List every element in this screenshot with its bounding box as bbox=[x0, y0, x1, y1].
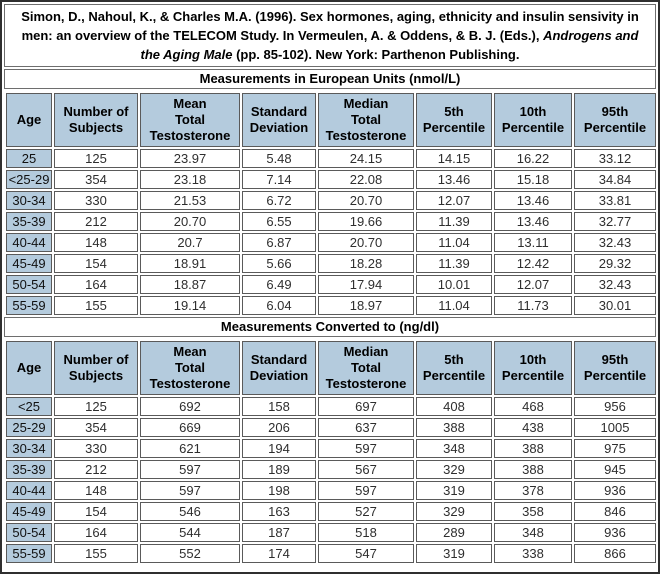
column-header-5th-percentile: 5th Percentile bbox=[416, 341, 492, 395]
table-row bbox=[6, 460, 656, 479]
table-cell: 6.04 bbox=[242, 296, 316, 315]
table-cell: 10.01 bbox=[416, 275, 492, 294]
row-header-age: 35-39 bbox=[6, 212, 52, 231]
table-cell: 956 bbox=[574, 397, 656, 416]
table-cell: 597 bbox=[140, 481, 240, 500]
table-cell: 518 bbox=[318, 523, 414, 542]
table-cell: 11.04 bbox=[416, 233, 492, 252]
section-title-european-units: Measurements in European Units (nmol/L) bbox=[4, 69, 656, 89]
table-cell: 438 bbox=[494, 418, 572, 437]
column-header-median-total-testosterone: Median Total Testosterone bbox=[318, 341, 414, 395]
table-row bbox=[6, 149, 656, 168]
table-cell: 13.11 bbox=[494, 233, 572, 252]
table-row bbox=[6, 254, 656, 273]
table-cell: 12.07 bbox=[416, 191, 492, 210]
table-cell: 12.42 bbox=[494, 254, 572, 273]
table-cell: 17.94 bbox=[318, 275, 414, 294]
table-cell: 6.87 bbox=[242, 233, 316, 252]
table-cell: 329 bbox=[416, 502, 492, 521]
row-header-age: 35-39 bbox=[6, 460, 52, 479]
table-cell: 33.12 bbox=[574, 149, 656, 168]
table-cell: 20.7 bbox=[140, 233, 240, 252]
table-cell: 33.81 bbox=[574, 191, 656, 210]
table-cell: 544 bbox=[140, 523, 240, 542]
table-row bbox=[6, 544, 656, 563]
table-cell: 34.84 bbox=[574, 170, 656, 189]
table-cell: 11.73 bbox=[494, 296, 572, 315]
table-cell: 319 bbox=[416, 544, 492, 563]
citation-text-before: Simon, D., Nahoul, K., & Charles M.A. (1996). Sex hormones, aging, ethnicity and insulin sensivity in men: an overview of the TELECOM Study. In Vermeulen, A. & Oddens, & B. J. (Eds.), bbox=[21, 9, 639, 43]
row-header-age: 50-54 bbox=[6, 275, 52, 294]
table-cell: 158 bbox=[242, 397, 316, 416]
table-cell: 527 bbox=[318, 502, 414, 521]
table-cell: 155 bbox=[54, 544, 138, 563]
citation-book-title: Androgens and the Aging Male bbox=[140, 28, 639, 62]
table-cell: 24.15 bbox=[318, 149, 414, 168]
row-header-age: 25 bbox=[6, 149, 52, 168]
section-title-converted-ngdl: Measurements Converted to (ng/dl) bbox=[4, 317, 656, 337]
row-header-age: 30-34 bbox=[6, 439, 52, 458]
table-row bbox=[6, 481, 656, 500]
table-cell: 936 bbox=[574, 481, 656, 500]
table-cell: 13.46 bbox=[494, 191, 572, 210]
table-cell: 936 bbox=[574, 523, 656, 542]
table-cell: 21.53 bbox=[140, 191, 240, 210]
row-header-age: 45-49 bbox=[6, 254, 52, 273]
table-cell: 18.97 bbox=[318, 296, 414, 315]
table-cell: 11.39 bbox=[416, 212, 492, 231]
row-header-age: 45-49 bbox=[6, 502, 52, 521]
table-cell: 18.28 bbox=[318, 254, 414, 273]
column-header-row bbox=[6, 341, 656, 395]
table-cell: 23.97 bbox=[140, 149, 240, 168]
column-header-mean-total-testosterone: Mean Total Testosterone bbox=[140, 93, 240, 147]
column-header-standard-deviation: Standard Deviation bbox=[242, 93, 316, 147]
row-header-age: 55-59 bbox=[6, 544, 52, 563]
table-cell: 388 bbox=[416, 418, 492, 437]
table-cell: 12.07 bbox=[494, 275, 572, 294]
table-cell: 174 bbox=[242, 544, 316, 563]
table-cell: 155 bbox=[54, 296, 138, 315]
table-row bbox=[6, 523, 656, 542]
table-cell: 597 bbox=[318, 481, 414, 500]
table-cell: 866 bbox=[574, 544, 656, 563]
table-cell: 187 bbox=[242, 523, 316, 542]
table-cell: 30.01 bbox=[574, 296, 656, 315]
row-header-age: 40-44 bbox=[6, 233, 52, 252]
table-cell: 975 bbox=[574, 439, 656, 458]
table-cell: 846 bbox=[574, 502, 656, 521]
row-header-age: 30-34 bbox=[6, 191, 52, 210]
table-cell: 14.15 bbox=[416, 149, 492, 168]
column-header-10th-percentile: 10th Percentile bbox=[494, 93, 572, 147]
row-header-age: 55-59 bbox=[6, 296, 52, 315]
column-header-95th-percentile: 95th Percentile bbox=[574, 341, 656, 395]
table-cell: 15.18 bbox=[494, 170, 572, 189]
table-cell: 32.77 bbox=[574, 212, 656, 231]
table-cell: 18.91 bbox=[140, 254, 240, 273]
table-cell: 546 bbox=[140, 502, 240, 521]
column-header-mean-total-testosterone: Mean Total Testosterone bbox=[140, 341, 240, 395]
table-cell: 164 bbox=[54, 523, 138, 542]
table-cell: 338 bbox=[494, 544, 572, 563]
table-cell: 29.32 bbox=[574, 254, 656, 273]
table-cell: 5.66 bbox=[242, 254, 316, 273]
table-cell: 348 bbox=[494, 523, 572, 542]
table-row bbox=[6, 418, 656, 437]
table-row bbox=[6, 170, 656, 189]
column-header-10th-percentile: 10th Percentile bbox=[494, 341, 572, 395]
column-header-row bbox=[6, 93, 656, 147]
table-cell: 125 bbox=[54, 397, 138, 416]
table-cell: 468 bbox=[494, 397, 572, 416]
table-cell: 18.87 bbox=[140, 275, 240, 294]
table-cell: 20.70 bbox=[140, 212, 240, 231]
column-header-age: Age bbox=[6, 93, 52, 147]
table-cell: 212 bbox=[54, 460, 138, 479]
table-cell: 329 bbox=[416, 460, 492, 479]
column-header-standard-deviation: Standard Deviation bbox=[242, 341, 316, 395]
table-cell: 32.43 bbox=[574, 275, 656, 294]
table-cell: 154 bbox=[54, 254, 138, 273]
table-row bbox=[6, 397, 656, 416]
table-cell: 6.55 bbox=[242, 212, 316, 231]
table-row bbox=[6, 296, 656, 315]
table-cell: 154 bbox=[54, 502, 138, 521]
table-cell: 20.70 bbox=[318, 233, 414, 252]
table-cell: 388 bbox=[494, 439, 572, 458]
table-cell: 148 bbox=[54, 481, 138, 500]
table-cell: 388 bbox=[494, 460, 572, 479]
table-cell: 408 bbox=[416, 397, 492, 416]
table-cell: 354 bbox=[54, 418, 138, 437]
table-cell: 637 bbox=[318, 418, 414, 437]
table-cell: 358 bbox=[494, 502, 572, 521]
table-row bbox=[6, 275, 656, 294]
citation bbox=[4, 4, 656, 67]
table-cell: 164 bbox=[54, 275, 138, 294]
table-cell: 319 bbox=[416, 481, 492, 500]
table-cell: 1005 bbox=[574, 418, 656, 437]
table-cell: 206 bbox=[242, 418, 316, 437]
table-cell: 330 bbox=[54, 191, 138, 210]
table-cell: 945 bbox=[574, 460, 656, 479]
table-cell: 22.08 bbox=[318, 170, 414, 189]
table-cell: 597 bbox=[140, 460, 240, 479]
row-header-age: 25-29 bbox=[6, 418, 52, 437]
table-cell: 148 bbox=[54, 233, 138, 252]
citation-text-after: (pp. 85-102). New York: Parthenon Publishing. bbox=[232, 47, 520, 62]
table-cell: 621 bbox=[140, 439, 240, 458]
table-cell: 330 bbox=[54, 439, 138, 458]
table-cell: 11.04 bbox=[416, 296, 492, 315]
row-header-age: 50-54 bbox=[6, 523, 52, 542]
table-cell: 212 bbox=[54, 212, 138, 231]
column-header-number-of-subjects: Number of Subjects bbox=[54, 93, 138, 147]
table-cell: 348 bbox=[416, 439, 492, 458]
table-cell: 692 bbox=[140, 397, 240, 416]
table-cell: 13.46 bbox=[494, 212, 572, 231]
table-cell: 20.70 bbox=[318, 191, 414, 210]
table-cell: 378 bbox=[494, 481, 572, 500]
table-cell: 163 bbox=[242, 502, 316, 521]
table-cell: 16.22 bbox=[494, 149, 572, 168]
table-cell: 567 bbox=[318, 460, 414, 479]
table-cell: 198 bbox=[242, 481, 316, 500]
column-header-age: Age bbox=[6, 341, 52, 395]
table-cell: 354 bbox=[54, 170, 138, 189]
table-cell: 7.14 bbox=[242, 170, 316, 189]
column-header-5th-percentile: 5th Percentile bbox=[416, 93, 492, 147]
table-cell: 5.48 bbox=[242, 149, 316, 168]
table-cell: 597 bbox=[318, 439, 414, 458]
table-converted-ngdl bbox=[4, 339, 658, 565]
table-cell: 6.49 bbox=[242, 275, 316, 294]
table-row bbox=[6, 212, 656, 231]
table-row bbox=[6, 439, 656, 458]
table-cell: 19.66 bbox=[318, 212, 414, 231]
table-cell: 11.39 bbox=[416, 254, 492, 273]
table-cell: 547 bbox=[318, 544, 414, 563]
row-header-age: <25-29 bbox=[6, 170, 52, 189]
table-cell: 669 bbox=[140, 418, 240, 437]
table-cell: 32.43 bbox=[574, 233, 656, 252]
table-row bbox=[6, 502, 656, 521]
table-cell: 13.46 bbox=[416, 170, 492, 189]
table-cell: 189 bbox=[242, 460, 316, 479]
table-cell: 289 bbox=[416, 523, 492, 542]
table-cell: 125 bbox=[54, 149, 138, 168]
table-cell: 6.72 bbox=[242, 191, 316, 210]
row-header-age: 40-44 bbox=[6, 481, 52, 500]
table-cell: 19.14 bbox=[140, 296, 240, 315]
table-european-units bbox=[4, 91, 658, 317]
row-header-age: <25 bbox=[6, 397, 52, 416]
column-header-median-total-testosterone: Median Total Testosterone bbox=[318, 93, 414, 147]
column-header-number-of-subjects: Number of Subjects bbox=[54, 341, 138, 395]
table-cell: 194 bbox=[242, 439, 316, 458]
table-row bbox=[6, 191, 656, 210]
column-header-95th-percentile: 95th Percentile bbox=[574, 93, 656, 147]
table-cell: 23.18 bbox=[140, 170, 240, 189]
table-cell: 697 bbox=[318, 397, 414, 416]
table-cell: 552 bbox=[140, 544, 240, 563]
table-row bbox=[6, 233, 656, 252]
